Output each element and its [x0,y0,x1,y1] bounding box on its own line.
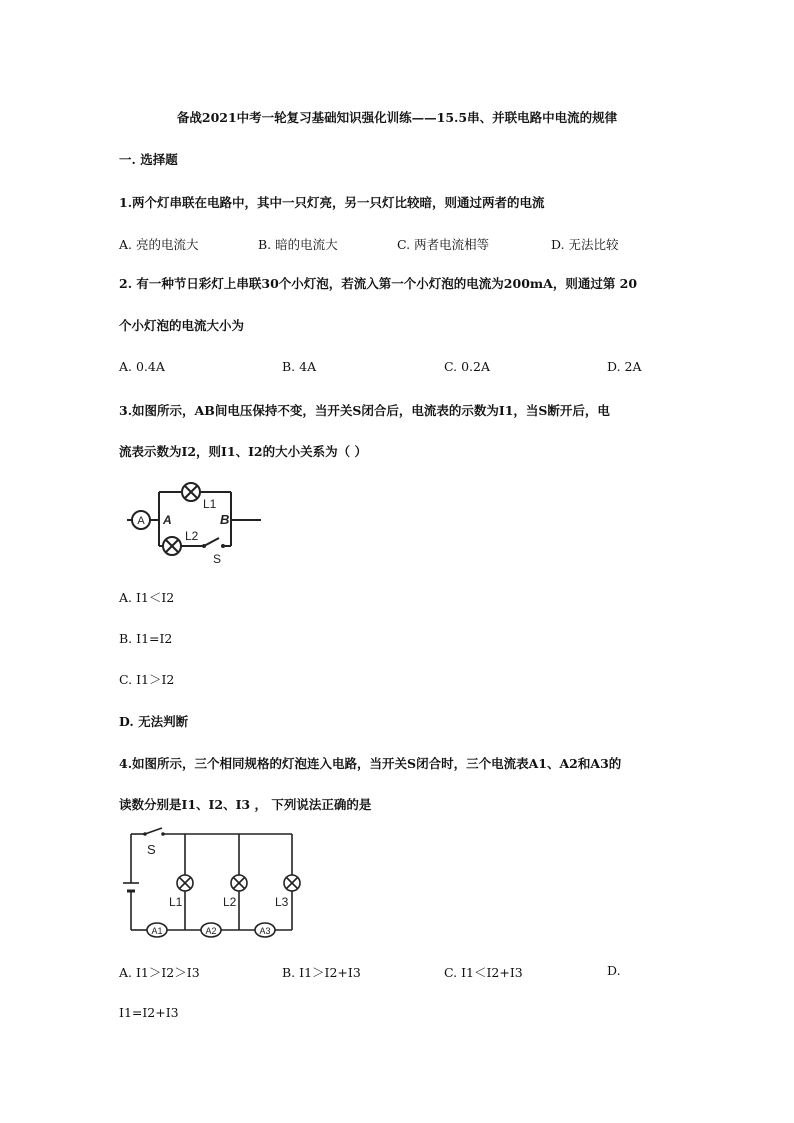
q2-option-c: C. 0.2A [444,359,490,374]
q4-stem-line2: 读数分别是I1、I2、I3 ， 下列说法正确的是 [119,797,372,812]
q4-option-c: C. I1＜I2+I3 [444,965,523,980]
q2-options [119,359,679,375]
q1-stem: 1.两个灯串联在电路中，其中一只灯亮，另一只灯比较暗，则通过两者的电流 [119,195,545,210]
q2-stem-line2: 个小灯泡的电流大小为 [119,318,245,333]
svg-text:A1: A1 [151,926,163,936]
ammeter-a2-icon [201,923,221,937]
q3-option-a: A. I1＜I2 [119,590,175,605]
q4-l2-label: L2 [223,895,237,909]
lamp-l2-icon [163,537,181,555]
q2-option-b: B. 4A [282,359,317,374]
q4-option-d-value: I1=I2+I3 [119,1005,179,1020]
q4-circuit-diagram [119,826,309,946]
q4-l3-label: L3 [275,895,289,909]
q4-l1-label: L1 [169,895,183,909]
q1-option-a: A. 亮的电流大 [119,237,199,252]
ammeter-symbol [132,511,150,529]
q3-stem-line1: 3.如图所示，AB间电压保持不变，当开关S闭合后，电流表的示数为I1，当S断开后，电 [119,403,610,418]
ammeter-a1-icon [147,923,167,937]
q4-option-b: B. I1＞I2+I3 [282,965,361,980]
q1-option-d: D. 无法比较 [551,237,619,252]
q3-option-d: D. 无法判断 [119,714,189,729]
l1-label: L1 [203,497,217,511]
svg-text:A2: A2 [205,926,217,936]
q2-stem-line1: 2. 有一种节日彩灯上串联30个小灯泡，若流入第一个小灯泡的电流为200mA，则通过第 20 [119,276,638,291]
q4-option-a: A. I1＞I2＞I3 [119,965,200,980]
lamp-l1-icon [182,483,200,501]
q4-option-d: D. [607,963,621,978]
node-b-label: B [220,512,230,527]
lamp-l3-icon [284,875,300,891]
q4-stem-line1: 4.如图所示，三个相同规格的灯泡连入电路，当开关S闭合时，三个电流表A1、A2和A3的 [119,756,622,771]
node-a-label: A [163,513,172,527]
q3-stem-line2: 流表示数为I2，则I1、I2的大小关系为（ ） [119,444,367,459]
q1-option-c: C. 两者电流相等 [397,237,490,252]
q4-switch-label: S [147,842,156,857]
battery-icon [123,883,139,891]
q3-option-b: B. I1=I2 [119,631,173,646]
section-heading: 一. 选择题 [119,152,178,167]
q2-option-a: A. 0.4A [119,359,165,374]
ammeter-a3-icon [255,923,275,937]
svg-text:A3: A3 [259,926,271,936]
q3-circuit-diagram [119,478,269,568]
page-title: 备战2021中考一轮复习基础知识强化训练——15.5串、并联电路中电流的规律 [176,110,618,125]
ammeter-label: A [137,515,145,527]
q4-options [119,963,679,979]
q1-option-b: B. 暗的电流大 [258,237,338,252]
q1-options [119,235,679,251]
lamp-l2-icon [231,875,247,891]
l2-label: L2 [185,529,199,543]
q3-option-c: C. I1＞I2 [119,672,175,687]
lamp-l1-icon [177,875,193,891]
q2-option-d: D. 2A [607,359,642,374]
switch-s-label: S [213,552,222,566]
